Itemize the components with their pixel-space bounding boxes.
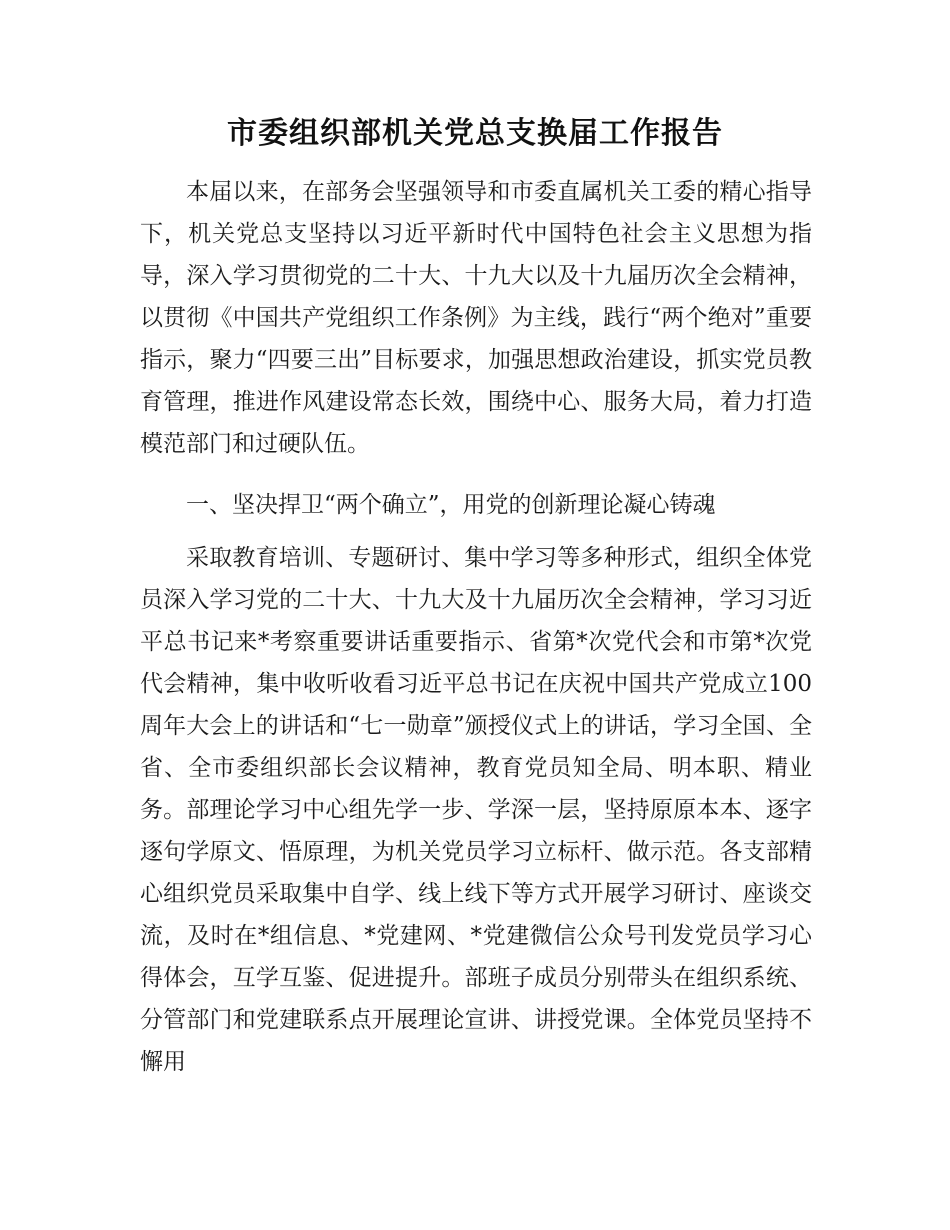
section-paragraph: 采取教育培训、专题研讨、集中学习等多种形式，组织全体党员深入学习党的二十大、十九大及十九届历次全会精神，学习习近平总书记来*考察重要讲话重要指示、省第*次党代会和市第*次党代会精神，集中收听收看习近平总书记在庆祝中国共产党成立100周年大会上的讲话和“七一勋章”颁授仪式上的讲话，学习全国、全省、全市委组织部长会议精神，教育党员知全局、明本职、精业务。部理论学习中心组先学一步、学深一层，坚持原原本本、逐字逐句学原文、悟原理，为机关党员学习立标杆、做示范。各支部精心组织党员采取集中自学、线上线下等方式开展学习研讨、座谈交流，及时在*组信息、*党建网、*党建微信公众号刊发党员学习心得体会，互学互鉴、促进提升。部班子成员分别带头在组织系统、分管部门和党建联系点开展理论宣讲、讲授党课。全体党员坚持不懈用 [140, 545, 812, 1075]
section-heading: 一、坚决捍卫“两个确立”，用党的创新理论凝心铸魂 [186, 492, 716, 518]
intro-paragraph: 本届以来，在部务会坚强领导和市委直属机关工委的精心指导下，机关党总支坚持以习近平新时代中国特色社会主义思想为指导，深入学习贯彻党的二十大、十九大以及十九届历次全会精神，以贯彻《中国共产党组织工作条例》为主线，践行“两个绝对”重要指示，聚力“四要三出”目标要求，加强思想政治建设，抓实党员教育管理，推进作风建设常态长效，围绕中心、服务大局，着力打造模范部门和过硬队伍。 [140, 179, 812, 457]
document-title: 市委组织部机关党总支换届工作报告 [227, 116, 723, 151]
